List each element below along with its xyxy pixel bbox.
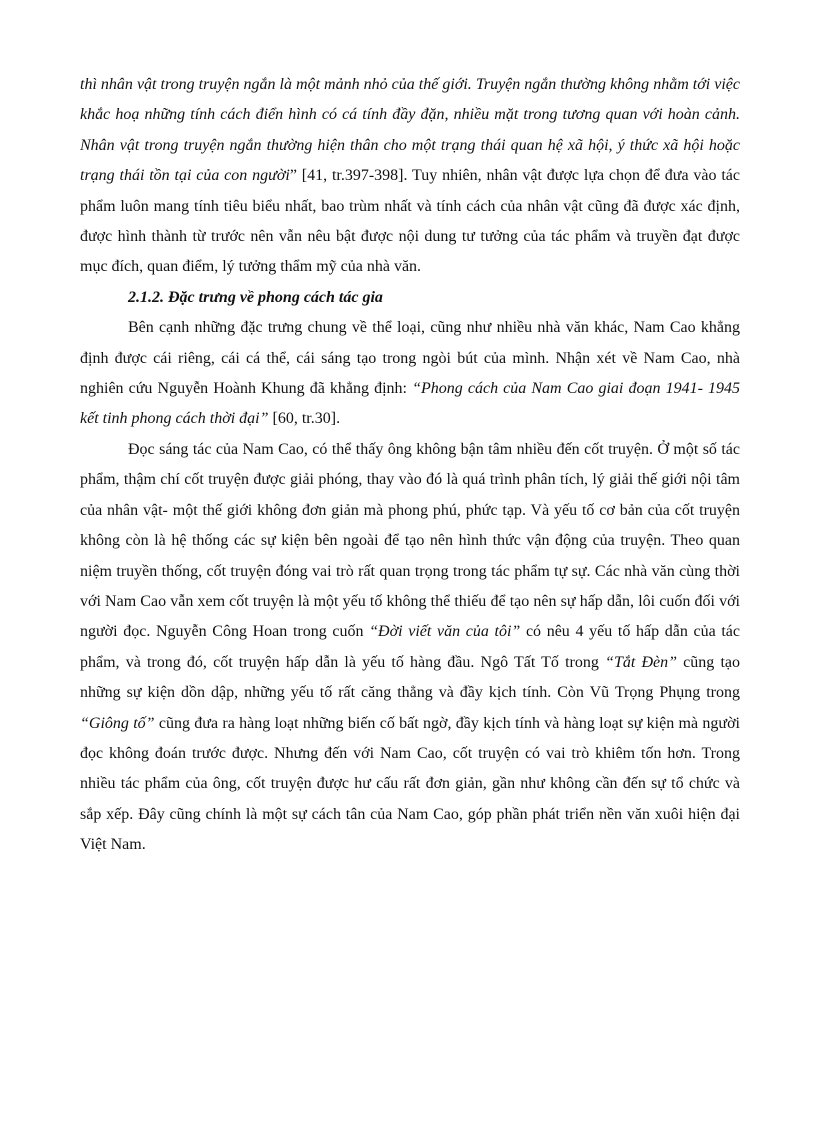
paragraph-text: cũng tạo những sự kiện dồn dập, những yếu tố rất căng thẳng và đầy kịch tính. Còn Vũ Trọng Phụng trong [80,653,740,702]
quote-phong-cach: “Phong cách của Nam Cao giai đoạn 1941- 1945 kết tinh phong cách thời đại” [80,380,740,428]
paragraph-phong-cach [80,313,740,435]
book-title-giong-to: “Giông tố” [80,714,155,732]
document-page [80,70,740,861]
paragraph-text: ” [41, tr.397-398]. Tuy nhiên, nhân vật được lựa chọn để đưa vào tác phẩm luôn mang tính tiêu biểu nhất, bao trùm nhất và tính cách của nhân vật cũng đã được xác định, được hình thành từ trước nên vẫn nêu bật được nội dung tư tưởng của tác phẩm và truyền đạt được mục đích, quan điểm, lý tưởng thẩm mỹ của nhà văn. [80,167,741,276]
paragraph-text: cũng đưa ra hàng loạt những biến cố bất ngờ, đầy kịch tính và hàng loạt sự kiện mà người đọc không đoán trước được. Nhưng đến với Nam Cao, cốt truyện có vai trò khiêm tốn hơn. Trong nhiều tác phẩm của ông, cốt truyện được hư cấu rất đơn giản, gần như không cần đến sự tổ chức và sắp xếp. Đây cũng chính là một sự cách tân của Nam Cao, góp phần phát triển nền văn xuôi hiện đại Việt Nam. [80,714,740,854]
paragraph-nhan-vat [80,70,740,283]
paragraph-cot-truyen [80,435,740,861]
paragraph-text: Bên cạnh những đặc trưng chung về thể loại, cũng như nhiều nhà văn khác, Nam Cao khẳng định được cái riêng, cái cá thể, cái sáng tạo trong ngòi bút của mình. Nhận xét về Nam Cao, nhà nghiên cứu Nguyễn Hoành Khung đã khẳng định: [80,319,740,398]
book-title-doi-viet-van: “Đời viết văn của tôi” [369,623,521,641]
paragraph-text: Đọc sáng tác của Nam Cao, có thể thấy ông không bận tâm nhiều đến cốt truyện. Ở một số tác phẩm, thậm chí cốt truyện được giải phóng, thay vào đó là quá trình phân tích, lý giải thế giới nội tâm của nhân vật- một thế giới không đơn giản mà phong phú, phức tạp. Và yếu tố cơ bản của cốt truyện không còn là hệ thống các sự kiện bên ngoài để tạo nên hình thức vận động của truyện. Theo quan niệm truyền thống, cốt truyện đóng vai trò rất quan trọng trong tác phẩm tự sự. Các nhà văn cùng thời với Nam Cao vẫn xem cốt truyện là một yếu tố không thể thiếu để tạo nên sự hấp dẫn, lôi cuốn đối với người đọc. Nguyễn Công Hoan trong cuốn [80,440,740,641]
section-heading: 2.1.2. Đặc trưng về phong cách tác gia [128,288,383,306]
citation: [60, tr.30]. [268,410,341,428]
book-title-tat-den: “Tắt Đèn” [605,653,678,671]
quote-nhan-vat: thì nhân vật trong truyện ngắn là một mảnh nhỏ của thế giới. Truyện ngắn thường không nhằm tới việc khắc hoạ những tính cách điển hình có cá tính đầy đặn, nhiều mặt trong tương quan với hoàn cảnh. Nhân vật trong truyện ngắn thường hiện thân cho một trạng thái quan hệ xã hội, ý thức xã hội hoặc trạng thái tồn tại của con người [80,76,740,185]
paragraph-text: có nêu 4 yếu tố hấp dẫn của tác phẩm, và trong đó, cốt truyện hấp dẫn là yếu tố hàng đầu. Ngô Tất Tố trong [80,623,741,671]
